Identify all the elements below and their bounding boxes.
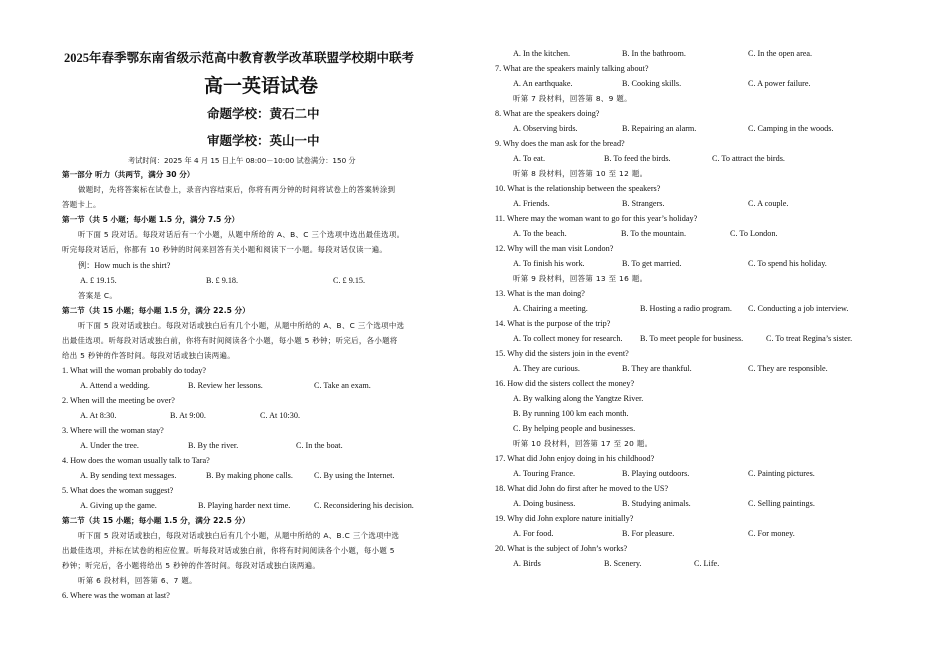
option-a: A. They are curious.	[513, 364, 580, 373]
example-option-b: B. £ 9.18.	[206, 276, 239, 285]
option-b: B. Studying animals.	[622, 499, 691, 508]
question: 13. What is the man doing?	[495, 289, 585, 298]
question-2: 2. When will the meeting be over?	[62, 396, 175, 405]
q4-option-a: A. By sending text messages.	[80, 471, 177, 480]
q2-option-c: C. At 10:30.	[260, 411, 301, 420]
question: 9. Why does the man ask for the bread?	[495, 139, 625, 148]
option-a: A. To eat.	[513, 154, 546, 163]
option-c: C. To London.	[730, 229, 778, 238]
section1-heading: 第一节（共 5 小题；每小题 1.5 分，满分 7.5 分）	[62, 215, 240, 224]
question: 19. Why did John explore nature initially?	[495, 514, 634, 523]
option-a: A. Friends.	[513, 199, 550, 208]
question: 8. What are the speakers doing?	[495, 109, 600, 118]
option-a: A. To the beach.	[513, 229, 567, 238]
intro-line-1: 做题时，先将答案标在试卷上，录音内容结束后，你将有两分钟的时间将试卷上的答案转涂到	[78, 185, 396, 194]
q6-option-a: A. In the kitchen.	[513, 49, 571, 58]
question: 17. What did John enjoy doing in his childhood?	[495, 454, 655, 463]
section1-line-2: 听完每段对话后，你都有 10 秒钟的时间来回答有关小题和阅读下一小题。每段对话仅读一遍。	[62, 245, 388, 254]
option-b: B. Hosting a radio program.	[640, 304, 732, 313]
q5-option-a: A. Giving up the game.	[80, 501, 157, 510]
option-b: B. To feed the birds.	[604, 154, 671, 163]
option-b: B. Playing outdoors.	[622, 469, 690, 478]
option-a: A. Chairing a meeting.	[513, 304, 588, 313]
q2-option-a: A. At 8:30.	[80, 411, 117, 420]
question: 10. What is the relationship between the speakers?	[495, 184, 661, 193]
question: 15. Why did the sisters join in the event?	[495, 349, 629, 358]
option-c: C. Conducting a job interview.	[748, 304, 849, 313]
question: 18. What did John do first after he moved to the US?	[495, 484, 669, 493]
option-b: B. For pleasure.	[622, 529, 675, 538]
q4-option-b: B. By making phone calls.	[206, 471, 293, 480]
question-5: 5. What does the woman suggest?	[62, 486, 174, 495]
material-note: 听第 7 段材料，回答第 8、9 题。	[513, 94, 632, 103]
section2-heading: 第二节（共 15 小题；每小题 1.5 分，满分 22.5 分）	[62, 306, 250, 315]
material-6-note: 听第 6 段材料，回答第 6、7 题。	[78, 576, 197, 585]
option-a: A. For food.	[513, 529, 554, 538]
option-b: B. To get married.	[622, 259, 682, 268]
option-c: C. Camping in the woods.	[748, 124, 834, 133]
section2b-line-1: 听下面 5 段对话或独白，每段对话或独白后有几个小题，从题中所给的 A、B.C 三个选项中选	[78, 531, 400, 540]
section2-line-2: 出最佳选项。听每段对话或独白前，你将有时间阅读各个小题，每小题 5 秒钟；听完后，各小题将	[62, 336, 398, 345]
q3-option-b: B. By the river.	[188, 441, 239, 450]
q1-option-c: C. Take an exam.	[314, 381, 371, 390]
part1-heading: 第一部分 听力（共两节，满分 30 分）	[62, 170, 195, 179]
option-c: C. Selling paintings.	[748, 499, 815, 508]
intro-line-2: 答题卡上。	[62, 200, 101, 209]
question-3: 3. Where will the woman stay?	[62, 426, 164, 435]
option-c: C. Life.	[694, 559, 720, 568]
q4-option-c: C. By using the Internet.	[314, 471, 395, 480]
question: 7. What are the speakers mainly talking about?	[495, 64, 649, 73]
question-6: 6. Where was the woman at last?	[62, 591, 170, 600]
exam-title: 2025年春季鄂东南省级示范高中教育教学改革联盟学校期中联考	[64, 51, 415, 65]
material-note: 听第 8 段材料，回答第 10 至 12 题。	[513, 169, 648, 178]
option-c: C. A couple.	[748, 199, 789, 208]
option-a: A. Observing birds.	[513, 124, 578, 133]
section2-line-1: 听下面 5 段对话或独白。每段对话或独白后有几个小题，从题中所给的 A、B、C 三个选项中选	[78, 321, 405, 330]
question-1: 1. What will the woman probably do today?	[62, 366, 207, 375]
q3-option-c: C. In the boat.	[296, 441, 343, 450]
option-b: B. To meet people for business.	[640, 334, 744, 343]
stacked-option: B. By running 100 km each month.	[513, 409, 629, 418]
section2b-line-2: 出最佳选项，并标在试卷的相应位置。听每段对话或独白前，你将有时间阅读各个小题，每小题 5	[62, 546, 395, 555]
option-b: B. Scenery.	[604, 559, 642, 568]
question: 14. What is the purpose of the trip?	[495, 319, 611, 328]
example-answer: 答案是 C。	[78, 291, 118, 300]
section1-line-1: 听下面 5 段对话。每段对话后有一个小题，从题中所给的 A、B、C 三个选项中选出最佳选项。	[78, 230, 405, 239]
question: 11. Where may the woman want to go for this year’s holiday?	[495, 214, 698, 223]
option-c: C. A power failure.	[748, 79, 811, 88]
q5-option-c: C. Reconsidering his decision.	[314, 501, 414, 510]
q1-option-b: B. Review her lessons.	[188, 381, 263, 390]
section2-line-3: 给出 5 秒钟的作答时间。每段对话或独白读两遍。	[62, 351, 236, 360]
section2b-heading: 第二节（共 15 小题；每小题 1.5 分，满分 22.5 分）	[62, 516, 250, 525]
option-a: A. Doing business.	[513, 499, 576, 508]
option-b: B. Strangers.	[622, 199, 665, 208]
option-c: C. To spend his holiday.	[748, 259, 827, 268]
option-a: A. Touring France.	[513, 469, 576, 478]
option-b: B. Repairing an alarm.	[622, 124, 697, 133]
q5-option-b: B. Playing harder next time.	[198, 501, 291, 510]
reviewer-school: 审题学校：英山一中	[207, 134, 320, 148]
q6-option-b: B. In the bathroom.	[622, 49, 686, 58]
example-question: 例：How much is the shirt?	[78, 261, 171, 270]
setter-school: 命题学校：黄石二中	[207, 107, 320, 121]
exam-info: 考试时间：2025 年 4 月 15 日上午 08:00－10:00 试卷满分：150 分	[128, 156, 356, 165]
section2b-line-3: 秒钟；听完后，各小题将给出 5 秒钟的作答时间。每段对话或独白读两遍。	[62, 561, 321, 570]
q6-option-c: C. In the open area.	[748, 49, 813, 58]
option-b: B. Cooking skills.	[622, 79, 682, 88]
question: 12. Why will the man visit London?	[495, 244, 614, 253]
question-4: 4. How does the woman usually talk to Tara?	[62, 456, 210, 465]
stacked-option: C. By helping people and businesses.	[513, 424, 636, 433]
option-c: C. Painting pictures.	[748, 469, 815, 478]
option-c: C. To attract the birds.	[712, 154, 785, 163]
q3-option-a: A. Under the tree.	[80, 441, 139, 450]
subject-title: 高一英语试卷	[204, 76, 319, 97]
option-b: B. To the mountain.	[621, 229, 686, 238]
q1-option-a: A. Attend a wedding.	[80, 381, 150, 390]
question: 16. How did the sisters collect the money?	[495, 379, 635, 388]
example-option-c: C. £ 9.15.	[333, 276, 366, 285]
option-a: A. To collect money for research.	[513, 334, 623, 343]
option-a: A. An earthquake.	[513, 79, 573, 88]
option-c: C. To treat Regina’s sister.	[766, 334, 853, 343]
option-a: A. Birds	[513, 559, 541, 568]
option-b: B. They are thankful.	[622, 364, 692, 373]
option-a: A. To finish his work.	[513, 259, 585, 268]
q2-option-b: B. At 9:00.	[170, 411, 206, 420]
option-c: C. They are responsible.	[748, 364, 828, 373]
option-c: C. For money.	[748, 529, 795, 538]
question: 20. What is the subject of John’s works?	[495, 544, 628, 553]
stacked-option: A. By walking along the Yangtze River.	[513, 394, 644, 403]
example-option-a: A. £ 19.15.	[80, 276, 117, 285]
material-note: 听第 10 段材料，回答第 17 至 20 题。	[513, 439, 653, 448]
material-note: 听第 9 段材料，回答第 13 至 16 题。	[513, 274, 648, 283]
